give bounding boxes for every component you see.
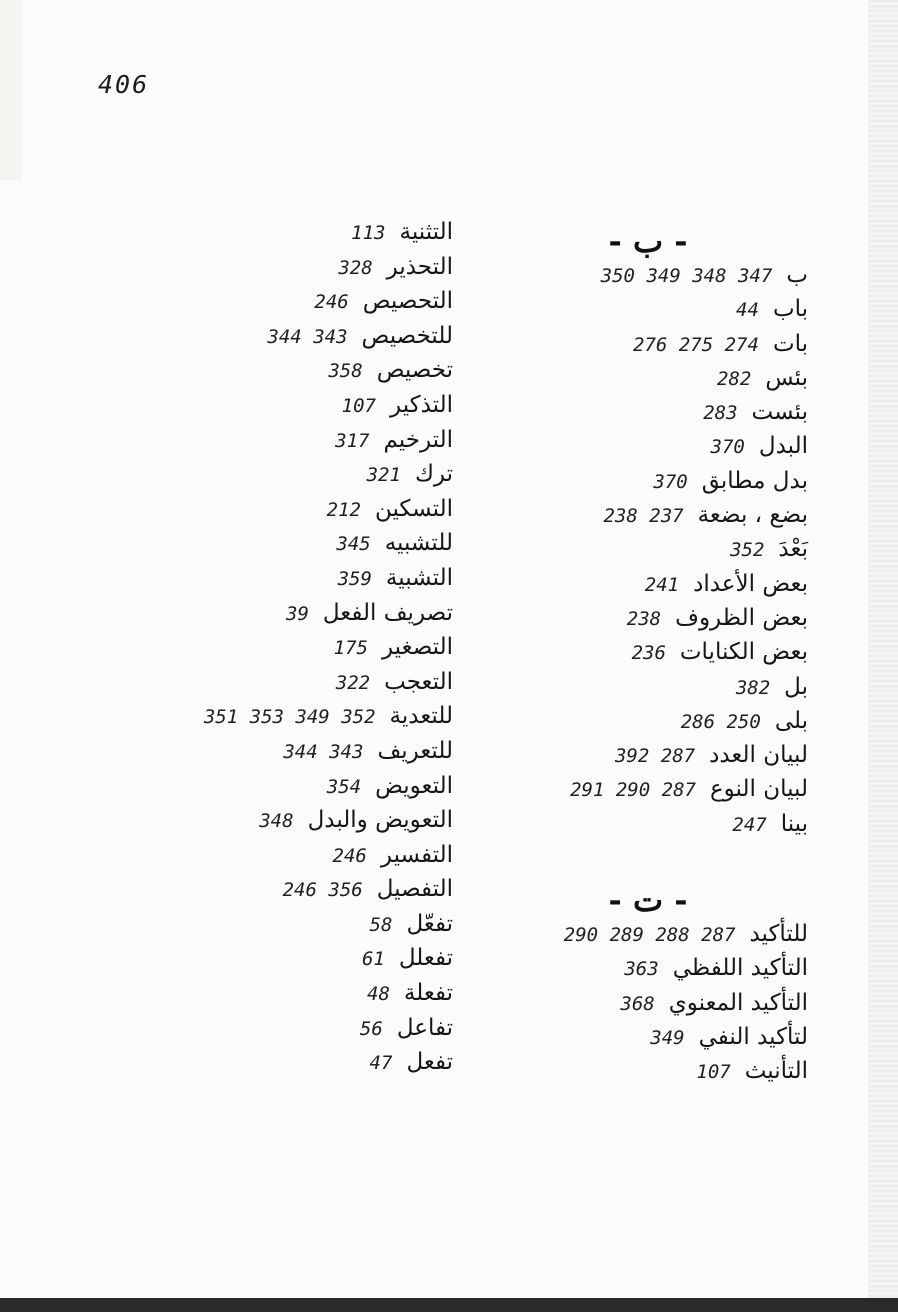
entry-term: للتعدية [389, 703, 453, 730]
entry-page-numbers: 107 [696, 1061, 731, 1084]
index-entry [118, 1011, 453, 1046]
section-header-ta: - ت - [608, 881, 688, 920]
entry-page-numbers: 44 [736, 299, 759, 322]
index-entry [428, 532, 808, 566]
entry-page-numbers: 363 [624, 958, 659, 981]
index-entry [428, 464, 808, 498]
entry-page-numbers: 347 348 349 350 [600, 265, 773, 287]
index-entry [428, 601, 808, 635]
entry-page-numbers: 356 246 [282, 879, 363, 902]
entry-term: التأنيث [744, 1058, 808, 1085]
entry-page-numbers: 246 [332, 844, 367, 867]
entry-term: تفاعل [396, 1014, 453, 1041]
entry-term: بئست [751, 399, 808, 426]
entry-term: بات [772, 330, 808, 357]
index-column-left [118, 215, 453, 1080]
index-entry [428, 361, 808, 395]
index-entry [118, 250, 453, 285]
entry-page-numbers: 48 [367, 983, 390, 1006]
entry-page-numbers: 352 349 353 351 [203, 706, 376, 729]
entry-term: تصريف الفعل [322, 599, 453, 626]
entry-term: بعض الأعداد [693, 570, 808, 597]
index-entry [118, 630, 453, 665]
entry-page-numbers: 283 [703, 402, 738, 425]
entry-term: التفصيل [376, 876, 453, 903]
entry-term: للتشبيه [384, 530, 453, 557]
section-gap [428, 841, 808, 883]
index-entry [118, 457, 453, 492]
entry-term: ب [786, 262, 808, 288]
scan-bottom-border [0, 1298, 898, 1312]
index-entry [428, 395, 808, 429]
index-entry [428, 292, 808, 326]
entry-page-numbers: 321 [366, 464, 401, 487]
index-entry [118, 907, 453, 942]
index-entry [118, 838, 453, 873]
entry-term: لتأكيد النفي [698, 1023, 808, 1050]
entry-term: التعويض والبدل [307, 807, 453, 834]
entry-page-numbers: 61 [361, 948, 385, 971]
index-entry [428, 567, 808, 601]
index-entry [428, 704, 808, 738]
index-entry [428, 1020, 808, 1054]
index-entry [118, 941, 453, 976]
entry-page-numbers: 352 [730, 539, 765, 562]
entry-term: تفعلل [398, 945, 453, 972]
index-entry [118, 596, 453, 631]
section-entries-ta [428, 917, 808, 1088]
entry-term: بعض الكنايات [679, 639, 808, 666]
entry-page-numbers: 322 [335, 671, 371, 694]
index-entry [428, 327, 808, 361]
scan-edge-right [868, 0, 898, 1312]
entry-page-numbers: 250 286 [680, 710, 761, 733]
entry-term: بدل مطابق [701, 467, 808, 494]
entry-page-numbers: 345 [336, 533, 371, 556]
entry-term: ترك [414, 461, 453, 488]
index-entry [428, 917, 808, 951]
index-entry [118, 1045, 453, 1080]
entry-page-numbers: 287 290 291 [570, 779, 696, 802]
entry-page-numbers: 348 [259, 810, 294, 833]
entry-term: التحذير [386, 253, 453, 280]
index-entry [118, 665, 453, 700]
index-entry [118, 803, 453, 838]
index-entry [118, 284, 453, 319]
entry-term: التعجب [384, 668, 453, 695]
entry-page-numbers: 241 [644, 573, 680, 596]
index-entry [428, 635, 808, 669]
section-header-ba: - ب - [608, 222, 688, 260]
entry-page-numbers: 370 [653, 470, 688, 493]
index-entry [118, 872, 453, 907]
entry-term: التأكيد المعنوي [668, 989, 808, 1016]
entry-page-numbers: 237 238 [603, 505, 684, 528]
entry-term: بضع ، بضعة [697, 502, 808, 529]
page-number: 406 [98, 70, 150, 99]
entry-page-numbers: 349 [650, 1026, 685, 1049]
entry-term: التأكيد اللفظي [672, 955, 808, 982]
index-entry [118, 423, 453, 458]
entry-term: التذكير [390, 391, 453, 418]
index-entry [428, 807, 808, 841]
entry-page-numbers: 343 344 [267, 325, 348, 348]
index-entry [118, 492, 453, 527]
entry-page-numbers: 282 [717, 367, 752, 390]
entry-page-numbers: 47 [369, 1052, 393, 1075]
entry-term: تفعّل [406, 910, 453, 937]
entry-term: باب [772, 296, 808, 323]
index-entry [428, 951, 808, 985]
entry-term: للتأكيد [749, 921, 808, 948]
entry-page-numbers: 287 288 289 290 [563, 924, 736, 947]
index-entry [118, 388, 453, 423]
entry-page-numbers: 368 [620, 992, 655, 1015]
entry-page-numbers: 287 392 [614, 745, 696, 768]
index-entry [118, 976, 453, 1011]
index-entry [118, 526, 453, 561]
entry-page-numbers: 343 344 [283, 740, 364, 763]
index-entry [428, 1054, 808, 1088]
entry-page-numbers: 382 [735, 676, 771, 699]
index-entry [118, 734, 453, 769]
entry-term: بل [784, 673, 808, 700]
index-entry [118, 699, 453, 734]
entry-term: لبيان العدد [709, 742, 808, 769]
entry-term: تفعل [406, 1049, 453, 1076]
entry-term: بلى [774, 707, 808, 734]
index-entry [428, 738, 808, 772]
entry-term: للتعريف [377, 737, 453, 764]
entry-term: بينا [780, 810, 808, 837]
entry-page-numbers: 107 [341, 394, 376, 417]
entry-term: التصغير [381, 634, 453, 661]
entry-page-numbers: 175 [333, 637, 368, 660]
index-entry [428, 498, 808, 532]
entry-page-numbers: 247 [732, 813, 767, 836]
entry-term: التفسير [380, 841, 453, 868]
index-entry [118, 215, 453, 250]
entry-page-numbers: 274 275 276 [633, 333, 759, 356]
entry-page-numbers: 236 [631, 642, 666, 665]
index-entry [428, 670, 808, 704]
index-entry [118, 353, 453, 388]
index-entry [118, 561, 453, 596]
entry-term: التشبية [385, 564, 453, 591]
entry-term: تفعلة [403, 980, 453, 1007]
entry-term: بئس [765, 364, 808, 391]
section-entries-ba [428, 258, 808, 841]
index-column-right [428, 224, 808, 1089]
entry-page-numbers: 358 [328, 360, 363, 383]
entry-page-numbers: 354 [326, 775, 362, 798]
entry-term: بَعْدَ [778, 536, 808, 563]
entry-term: بعض الظروف [675, 604, 808, 631]
entry-term: التعويض [375, 772, 453, 799]
entry-page-numbers: 317 [335, 429, 370, 452]
entry-term: التحصيص [362, 288, 453, 315]
entry-term: البدل [758, 433, 808, 460]
scan-edge-left [0, 0, 22, 180]
index-entry [118, 319, 453, 354]
index-entry [428, 429, 808, 463]
entry-term: التسكين [374, 495, 453, 522]
entry-page-numbers: 39 [286, 602, 309, 625]
entry-term: لبيان النوع [709, 776, 808, 803]
entry-page-numbers: 359 [337, 567, 372, 590]
entry-page-numbers: 328 [338, 256, 373, 279]
left-entries [118, 215, 453, 1080]
index-entry [118, 769, 453, 804]
entry-page-numbers: 113 [351, 222, 386, 244]
index-entry [428, 986, 808, 1020]
entry-term: التثنية [399, 219, 453, 245]
entry-page-numbers: 212 [326, 498, 361, 521]
entry-page-numbers: 246 [314, 291, 349, 314]
entry-page-numbers: 58 [369, 913, 393, 936]
entry-page-numbers: 56 [359, 1017, 383, 1040]
entry-term: الترخيم [383, 426, 453, 453]
entry-term: تخصيص [376, 357, 453, 384]
entry-page-numbers: 370 [710, 436, 745, 459]
entry-term: للتخصيص [361, 322, 453, 349]
index-entry [428, 258, 808, 292]
entry-page-numbers: 238 [626, 607, 662, 630]
index-entry [428, 772, 808, 806]
